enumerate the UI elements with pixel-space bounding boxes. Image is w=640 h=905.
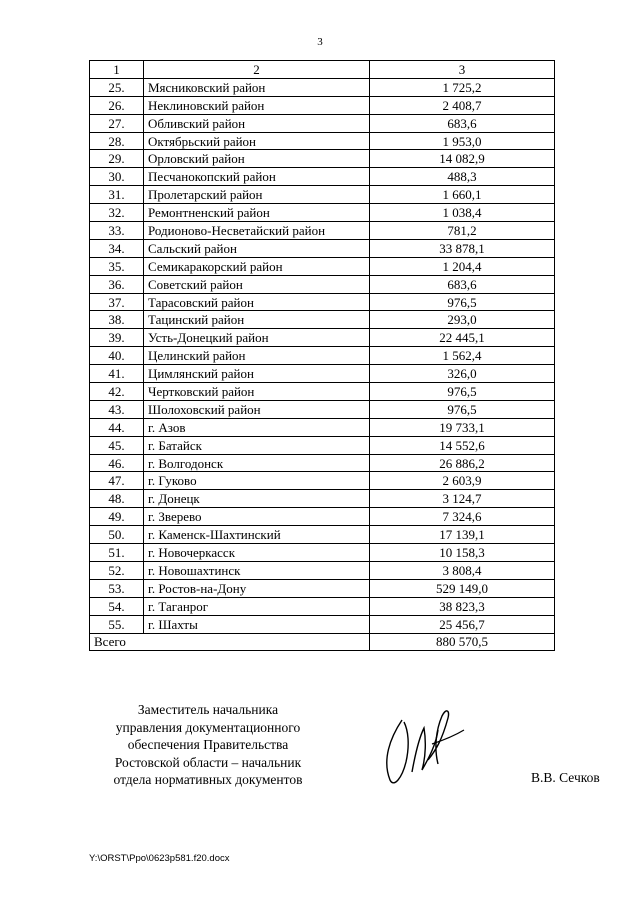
table-row (90, 418, 555, 436)
municipality-name: Сальский район (144, 239, 370, 257)
table-row (90, 96, 555, 114)
amount-value: 529 149,0 (370, 579, 555, 597)
municipality-name: г. Волгодонск (144, 454, 370, 472)
amount-value: 683,6 (370, 114, 555, 132)
table-row (90, 597, 555, 615)
table-row (90, 150, 555, 168)
table-row (90, 132, 555, 150)
signer-title-line: Ростовской области – начальник (114, 754, 302, 770)
row-number: 26. (90, 96, 144, 114)
table-row (90, 544, 555, 562)
signer-title-line: Заместитель начальника (137, 702, 279, 717)
allocation-table (89, 60, 555, 651)
row-number: 34. (90, 239, 144, 257)
table-row (90, 293, 555, 311)
amount-value: 25 456,7 (370, 615, 555, 633)
amount-value: 38 823,3 (370, 597, 555, 615)
amount-value: 19 733,1 (370, 418, 555, 436)
signer-name: В.В. Сечков (531, 770, 600, 785)
table-row (90, 472, 555, 490)
amount-value: 1 204,4 (370, 257, 555, 275)
municipality-name: Советский район (144, 275, 370, 293)
table-row (90, 436, 555, 454)
table-row (90, 365, 555, 383)
column-header: 2 (144, 61, 370, 79)
row-number: 49. (90, 508, 144, 526)
row-number: 41. (90, 365, 144, 383)
municipality-name: г. Новочеркасск (144, 544, 370, 562)
amount-value: 26 886,2 (370, 454, 555, 472)
municipality-name: Усть-Донецкий район (144, 329, 370, 347)
signer-title-line: управления документационного (115, 719, 301, 735)
municipality-name: г. Таганрог (144, 597, 370, 615)
amount-value: 781,2 (370, 222, 555, 240)
table-row (90, 329, 555, 347)
municipality-name: Пролетарский район (144, 186, 370, 204)
signer-title (98, 701, 318, 789)
row-number: 39. (90, 329, 144, 347)
municipality-name: Цимлянский район (144, 365, 370, 383)
table-row (90, 561, 555, 579)
row-number: 31. (90, 186, 144, 204)
row-number: 45. (90, 436, 144, 454)
amount-value: 976,5 (370, 383, 555, 401)
row-number: 27. (90, 114, 144, 132)
row-number: 35. (90, 257, 144, 275)
amount-value: 2 408,7 (370, 96, 555, 114)
municipality-name: Песчанокопский район (144, 168, 370, 186)
table-row (90, 579, 555, 597)
amount-value: 2 603,9 (370, 472, 555, 490)
amount-value: 976,5 (370, 293, 555, 311)
row-number: 29. (90, 150, 144, 168)
table-body (90, 78, 555, 651)
municipality-name: Обливский район (144, 114, 370, 132)
amount-value: 683,6 (370, 275, 555, 293)
municipality-name: Ремонтненский район (144, 204, 370, 222)
table-row (90, 78, 555, 96)
amount-value: 17 139,1 (370, 526, 555, 544)
municipality-name: Чертковский район (144, 383, 370, 401)
table-row (90, 508, 555, 526)
file-path: Y:\ORST\Ppo\0623p581.f20.docx (89, 853, 230, 864)
row-number: 42. (90, 383, 144, 401)
table-row (90, 275, 555, 293)
table-row (90, 526, 555, 544)
row-number: 46. (90, 454, 144, 472)
table-row (90, 257, 555, 275)
row-number: 48. (90, 490, 144, 508)
municipality-name: Родионово-Несветайский район (144, 222, 370, 240)
row-number: 36. (90, 275, 144, 293)
total-value: 880 570,5 (370, 633, 555, 651)
municipality-name: Мясниковский район (144, 78, 370, 96)
table-row (90, 222, 555, 240)
municipality-name: г. Зверево (144, 508, 370, 526)
row-number: 30. (90, 168, 144, 186)
amount-value: 3 808,4 (370, 561, 555, 579)
table-row (90, 186, 555, 204)
row-number: 33. (90, 222, 144, 240)
municipality-name: г. Каменск-Шахтинский (144, 526, 370, 544)
municipality-name: г. Шахты (144, 615, 370, 633)
total-label: Всего (90, 633, 370, 651)
amount-value: 10 158,3 (370, 544, 555, 562)
table-row (90, 347, 555, 365)
amount-value: 7 324,6 (370, 508, 555, 526)
municipality-name: Неклиновский район (144, 96, 370, 114)
municipality-name: г. Ростов-на-Дону (144, 579, 370, 597)
amount-value: 14 082,9 (370, 150, 555, 168)
municipality-name: Шолоховский район (144, 400, 370, 418)
municipality-name: Тацинский район (144, 311, 370, 329)
table-row (90, 204, 555, 222)
row-number: 44. (90, 418, 144, 436)
amount-value: 3 124,7 (370, 490, 555, 508)
table-row (90, 239, 555, 257)
row-number: 50. (90, 526, 144, 544)
amount-value: 1 725,2 (370, 78, 555, 96)
amount-value: 488,3 (370, 168, 555, 186)
signer-title-line: отдела нормативных документов (113, 772, 303, 787)
signer-title-line: обеспечения Правительства (127, 737, 289, 752)
amount-value: 326,0 (370, 365, 555, 383)
municipality-name: Октябрьский район (144, 132, 370, 150)
column-header: 1 (90, 61, 144, 79)
row-number: 52. (90, 561, 144, 579)
municipality-name: Семикаракорский район (144, 257, 370, 275)
row-number: 32. (90, 204, 144, 222)
amount-value: 976,5 (370, 400, 555, 418)
row-number: 51. (90, 544, 144, 562)
municipality-name: г. Новошахтинск (144, 561, 370, 579)
row-number: 25. (90, 78, 144, 96)
amount-value: 1 953,0 (370, 132, 555, 150)
amount-value: 22 445,1 (370, 329, 555, 347)
table-header-row (90, 61, 555, 79)
municipality-name: Тарасовский район (144, 293, 370, 311)
page-number: 3 (317, 36, 323, 48)
row-number: 54. (90, 597, 144, 615)
row-number: 28. (90, 132, 144, 150)
handwritten-signature (372, 700, 472, 790)
table-row (90, 114, 555, 132)
table-row (90, 383, 555, 401)
table-row (90, 615, 555, 633)
municipality-name: Орловский район (144, 150, 370, 168)
municipality-name: г. Батайск (144, 436, 370, 454)
row-number: 47. (90, 472, 144, 490)
table-row (90, 311, 555, 329)
municipality-name: г. Азов (144, 418, 370, 436)
column-header: 3 (370, 61, 555, 79)
row-number: 40. (90, 347, 144, 365)
table-row (90, 490, 555, 508)
row-number: 37. (90, 293, 144, 311)
amount-value: 1 562,4 (370, 347, 555, 365)
municipality-name: г. Гуково (144, 472, 370, 490)
municipality-name: г. Донецк (144, 490, 370, 508)
amount-value: 1 038,4 (370, 204, 555, 222)
row-number: 55. (90, 615, 144, 633)
amount-value: 33 878,1 (370, 239, 555, 257)
amount-value: 1 660,1 (370, 186, 555, 204)
row-number: 38. (90, 311, 144, 329)
amount-value: 14 552,6 (370, 436, 555, 454)
table-row (90, 168, 555, 186)
row-number: 43. (90, 400, 144, 418)
row-number: 53. (90, 579, 144, 597)
amount-value: 293,0 (370, 311, 555, 329)
municipality-name: Целинский район (144, 347, 370, 365)
table-row (90, 454, 555, 472)
total-row (90, 633, 555, 651)
table-row (90, 400, 555, 418)
